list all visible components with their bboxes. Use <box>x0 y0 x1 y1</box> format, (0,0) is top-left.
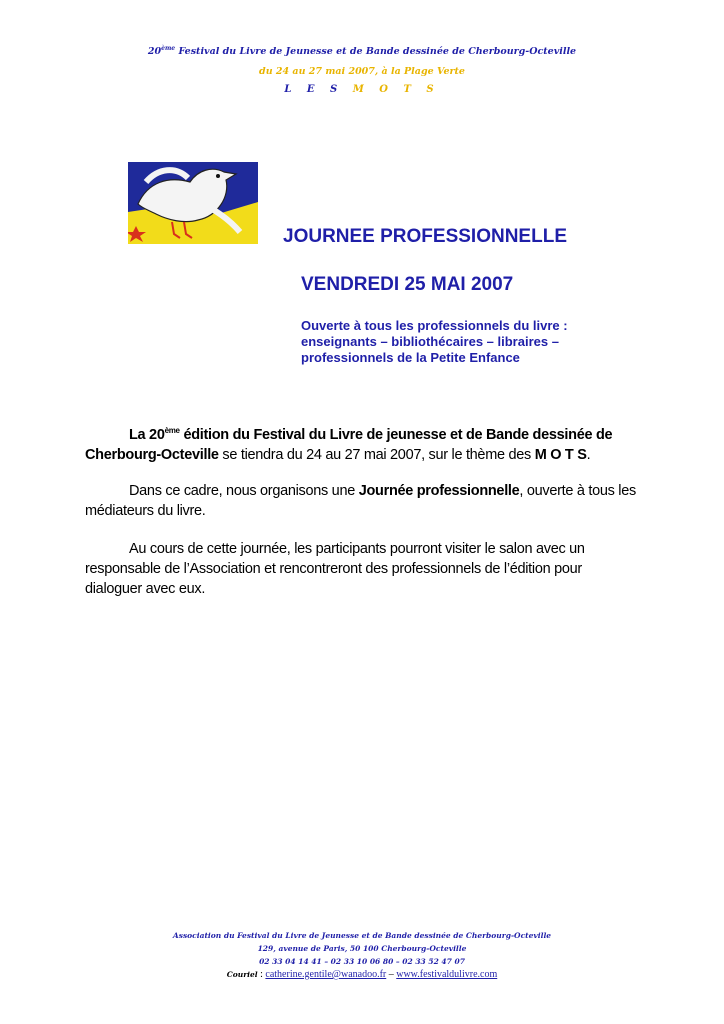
p2-journee: Journée professionnelle <box>358 483 520 499</box>
festival-header-line <box>0 45 724 57</box>
paragraph-visite <box>85 539 640 599</box>
p1-end: . <box>586 446 591 463</box>
festival-theme <box>0 84 724 95</box>
p1-dates: se tiendra du 24 au 27 mai 2007, sur le thème des <box>218 446 535 463</box>
theme-les: L E S <box>284 84 344 95</box>
event-date: VENDREDI 25 MAI 2007 <box>301 274 514 295</box>
p2-end: , ouverte à tous les médiateurs du livre. <box>85 483 636 519</box>
paragraph-journee <box>85 481 640 521</box>
email-label: Couriel <box>226 970 258 979</box>
p1-edition: La 20 <box>129 426 165 443</box>
p1-festival-name: édition du Festival du Livre de jeunesse et de Bande dessinée de Cherbourg-Octeville <box>85 426 613 463</box>
theme-mots: M O T S <box>352 84 440 95</box>
p3-text: Au cours de cette journée, les participants pourront visiter le salon avec un responsable de l’Association et rencontreront des professionnels de l’édition pour dialoguer avec eux. <box>85 541 585 597</box>
p2-intro: Dans ce cadre, nous organisons une <box>129 483 359 499</box>
p1-theme: M O T S <box>534 446 587 463</box>
seagull-icon <box>128 162 258 244</box>
p1-superscript: ème <box>164 426 180 435</box>
footer-address: 129, avenue de Paris, 50 100 Cherbourg-Octeville <box>257 944 467 953</box>
footer-phones: 02 33 04 14 41 – 02 33 10 06 80 – 02 33 52 47 07 <box>259 957 465 966</box>
footer-contact <box>0 969 724 980</box>
email-link[interactable]: catherine.gentile@wanadoo.fr <box>265 969 387 980</box>
festival-name: Festival du Livre de Jeunesse et de Bande dessinée de Cherbourg-Octeville <box>178 46 577 58</box>
audience-subtitle: Ouverte à tous les professionnels du livre : enseignants – bibliothécaires – libraires – professionnels de la Petite Enfance <box>301 318 568 365</box>
edition-number: 20 <box>147 46 162 58</box>
email-separator: : <box>257 969 266 980</box>
contact-dash: – <box>386 969 397 980</box>
page-title: JOURNEE PROFESSIONNELLE <box>283 226 567 247</box>
festival-dates: du 24 au 27 mai 2007, à la Plage Verte <box>259 66 465 77</box>
paragraph-edition <box>85 421 640 465</box>
footer-association: Association du Festival du Livre de Jeunesse et de Bande dessinée de Cherbourg-Octeville <box>172 931 552 940</box>
edition-superscript: ème <box>161 45 176 52</box>
website-link[interactable]: www.festivaldulivre.com <box>396 969 498 980</box>
